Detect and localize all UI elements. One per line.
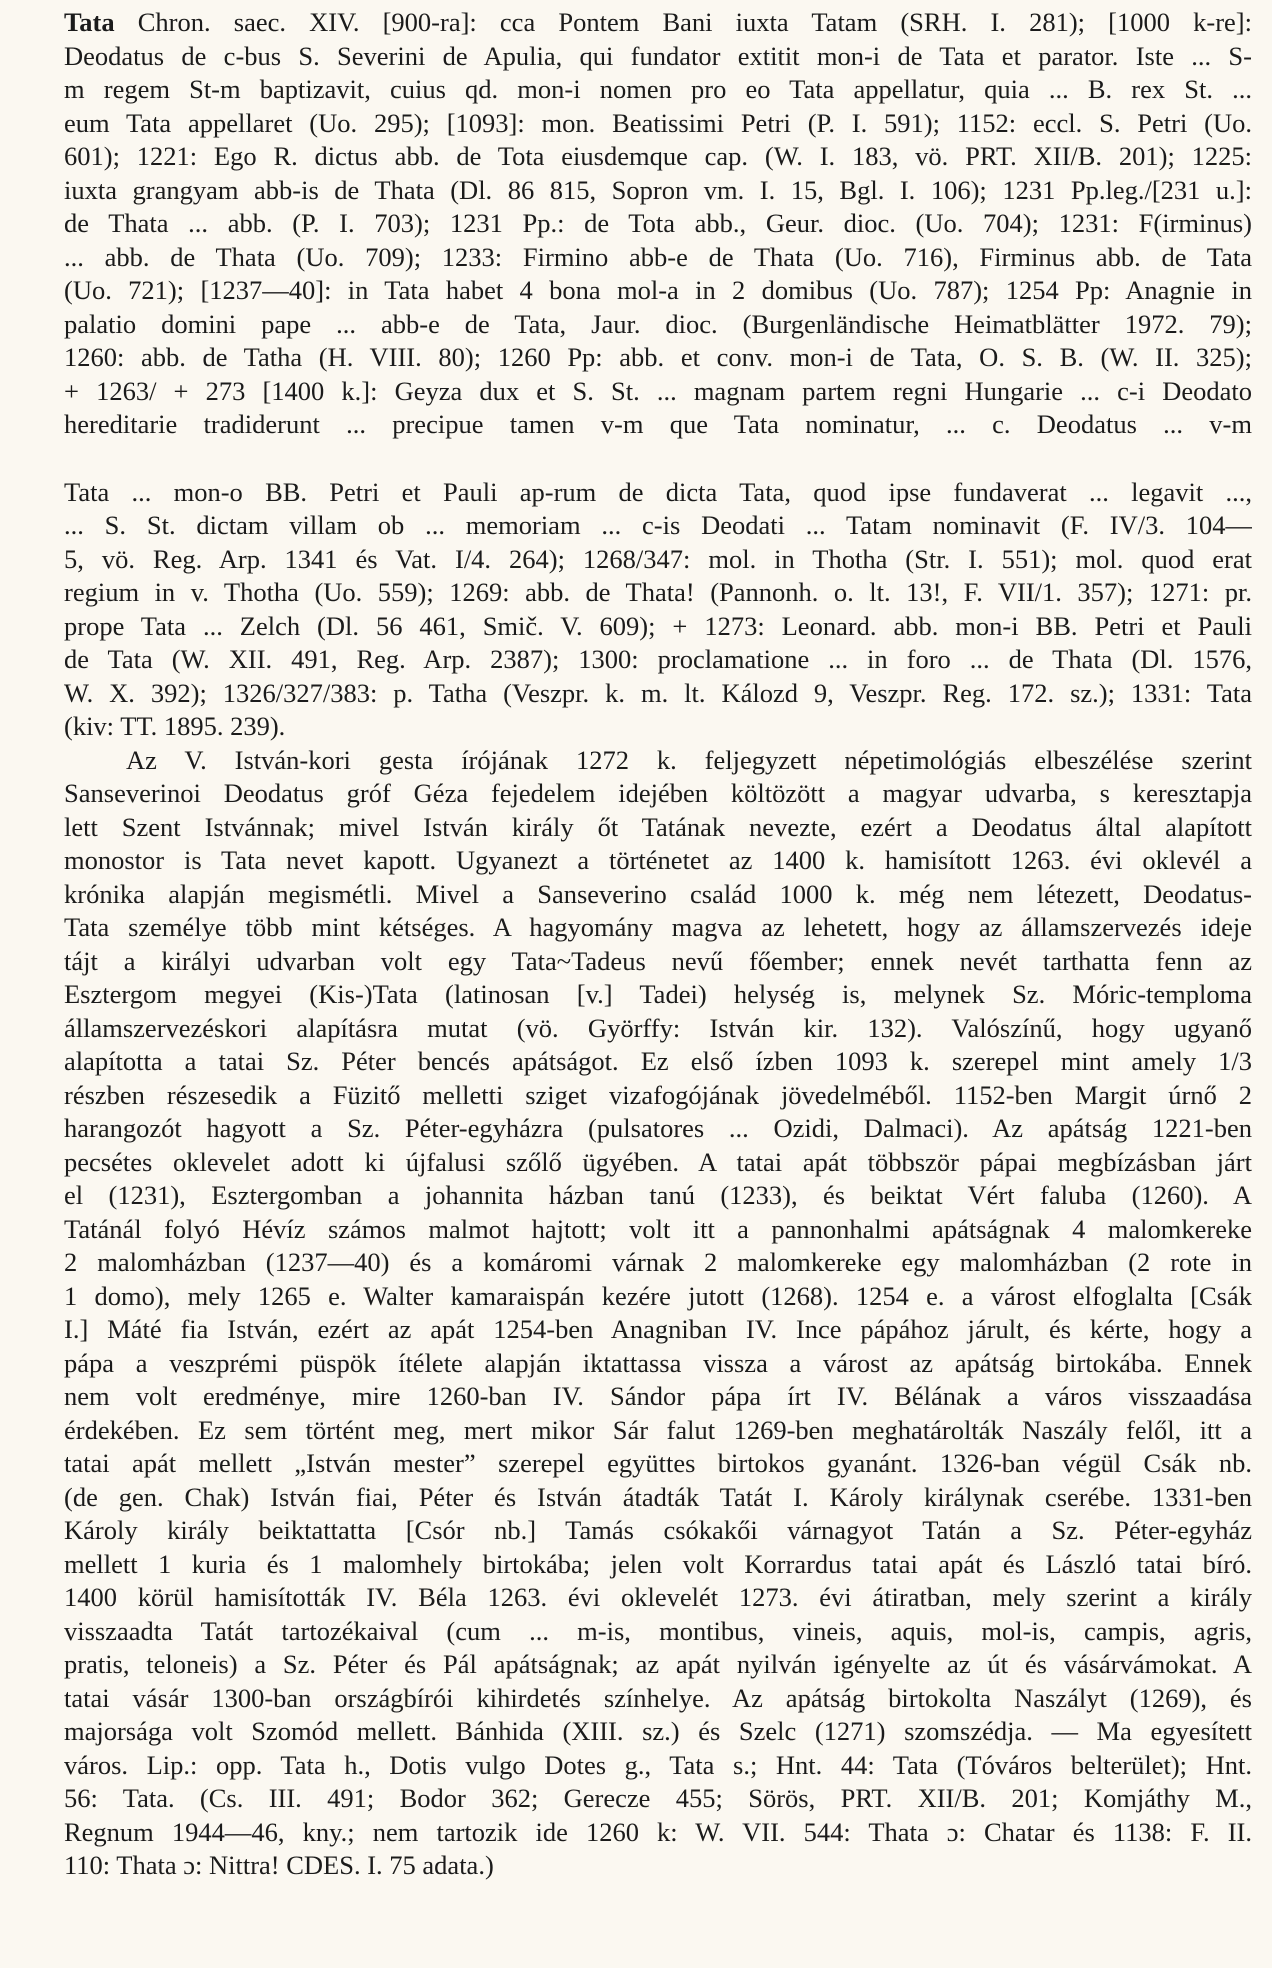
text-line: mellett 1 kuria és 1 malomhely birtokába; jelen volt Korrardus tatai apát és László tatai bíró. xyxy=(64,1548,1252,1579)
text-line: Regnum 1944—46, kny.; nem tartozik ide 1260 k: W. VII. 544: Thata ɔ: Chatar és 1138: F. II. xyxy=(64,1816,1252,1847)
text-line: prope Tata ... Zelch (Dl. 56 461, Smič. V. 609); + 1273: Leonard. abb. mon-i BB. Petri et Pauli xyxy=(64,610,1252,641)
text-line: tájt a királyi udvarban volt egy Tata~Tadeus nevű főember; ennek nevét tarthatta fenn az xyxy=(64,945,1252,976)
text-line: Az V. István-kori gesta írójának 1272 k. feljegyzett népetimológiás elbeszélése szerint xyxy=(126,744,1252,775)
entry-tata xyxy=(64,6,1252,1883)
text-line: tatai vásár 1300-ban országbírói kihirdetés színhelye. Az apátság birtokolta Naszályt (1269), és xyxy=(64,1682,1252,1713)
text-line: visszaadta Tatát tartozékaival (cum ... m-is, montibus, vineis, aquis, mol-is, campis, agris, xyxy=(64,1615,1252,1646)
text-line: majorsága volt Szomód mellett. Bánhida (XIII. sz.) és Szelc (1271) szomszédja. — Ma egyesített xyxy=(64,1716,1252,1746)
text-line: alapította a tatai Sz. Péter bencés apátságot. Ez első ízben 1093 k. szerepel mint amely 1/3 xyxy=(64,1046,1252,1076)
text-line: ... S. St. dictam villam ob ... memoriam ... c-is Deodati ... Tatam nominavit (F. IV/3. 104— xyxy=(64,510,1252,540)
text-line: Tata személye több mint kétséges. A hagyomány magva az lehetett, hogy az államszervezés ideje xyxy=(64,912,1252,942)
text-line: I.] Máté fia István, ezért az apát 1254-ben Anagniban IV. Ince pápához járult, és kérte, hogy a xyxy=(64,1314,1252,1344)
entry-sources xyxy=(64,6,1252,442)
text-line: 1 domo), mely 1265 e. Walter kamaraispán kezére jutott (1268). 1254 e. a várost elfoglalta [Csák xyxy=(64,1280,1252,1311)
text-line: krónika alapján megismétli. Mivel a Sanseverino család 1000 k. még nem létezett, Deodatus- xyxy=(64,878,1252,909)
column-break-gap xyxy=(64,442,1252,476)
text-line: 2 malomházban (1237—40) és a komáromi várnak 2 malomkereke egy malomházban (2 rote in xyxy=(64,1247,1252,1277)
text-line: + 1263/ + 273 [1400 k.]: Geyza dux et S. St. ... magnam partem regni Hungarie ... c-i Deodato xyxy=(64,375,1252,406)
text-line: Esztergom megyei (Kis-)Tata (latinosan [v.] Tadei) helység is, melynek Sz. Móric-temploma xyxy=(64,979,1252,1009)
headword: Tata xyxy=(64,7,115,37)
text-line: m regem St-m baptizavit, cuius qd. mon-i nomen pro eo Tata appellatur, quia ... B. rex St. ... xyxy=(64,74,1252,104)
text-line: W. X. 392); 1326/327/383: p. Tatha (Veszpr. k. m. lt. Kálozd 9, Veszpr. Reg. 172. sz.); 1331: Tata xyxy=(64,677,1252,708)
text-line: Deodatus de c-bus S. Severini de Apulia, qui fundator extitit mon-i de Tata et parator. Iste ... S- xyxy=(64,40,1252,71)
text-line: 5, vö. Reg. Arp. 1341 és Vat. I/4. 264); 1268/347: mol. in Thotha (Str. I. 551); mol. quod erat xyxy=(64,543,1252,574)
text-line: Tata ... mon-o BB. Petri et Pauli ap-rum de dicta Tata, quod ipse fundaverat ... legavit ..., xyxy=(64,476,1252,507)
text-line: de Thata ... abb. (P. I. 703); 1231 Pp.: de Tota abb., Geur. dioc. (Uo. 704); 1231: F(irminus) xyxy=(64,208,1252,238)
text-line: eum Tata appellaret (Uo. 295); [1093]: mon. Beatissimi Petri (P. I. 591); 1152: eccl. S. Petri (Uo. xyxy=(64,107,1252,138)
text-line: államszervezéskori alapításra mutat (vö. Györffy: István kir. 132). Valószínű, hogy ugyanő xyxy=(64,1012,1252,1043)
text-line: Tatánál folyó Hévíz számos malmot hajtott; volt itt a pannonhalmi apátságnak 4 malomkereke xyxy=(64,1213,1252,1244)
text-line: 601); 1221: Ego R. dictus abb. de Tota eiusdemque cap. (W. I. 183, vö. PRT. XII/B. 201); 1225: xyxy=(64,141,1252,171)
text-line: 1260: abb. de Tatha (H. VIII. 80); 1260 Pp: abb. et conv. mon-i de Tata, O. S. B. (W. II. 325); xyxy=(64,342,1252,372)
text-line: érdekében. Ez sem történt meg, mert mikor Sár falut 1269-ben meghatárolták Naszály felől, itt a xyxy=(64,1414,1252,1445)
text-line: nem volt eredménye, mire 1260-ban IV. Sándor pápa írt IV. Bélának a város visszaadása xyxy=(64,1381,1252,1411)
text-line: város. Lip.: opp. Tata h., Dotis vulgo Dotes g., Tata s.; Hnt. 44: Tata (Tóváros belterület); Hnt. xyxy=(64,1749,1252,1780)
text-line: (de gen. Chak) István fiai, Péter és István átadták Tatát I. Károly királynak cserébe. 1331-ben xyxy=(64,1481,1252,1512)
text-line: részben részesedik a Füzitő melletti sziget vizafogójának jövedelméből. 1152-ben Margit úrnő 2 xyxy=(64,1079,1252,1110)
entry-sources-continued xyxy=(64,476,1252,744)
text-line: Károly király beiktattatta [Csór nb.] Tamás csókakői várnagyot Tatán a Sz. Péter-egyház xyxy=(64,1515,1252,1545)
text-line: pecsétes oklevelet adott ki újfalusi szőlő ügyében. A tatai apát többször pápai megbízásban járt xyxy=(64,1146,1252,1177)
text-line: pratis, teloneis) a Sz. Péter és Pál apátságnak; az apát nyilván igényelte az út és vásárvámokat. A xyxy=(64,1649,1252,1679)
text-line: regium in v. Thotha (Uo. 559); 1269: abb. de Thata! (Pannonh. o. lt. 13!, F. VII/1. 357); 1271: pr. xyxy=(64,577,1252,607)
text-line: el (1231), Esztergomban a johannita házban tanú (1233), és beiktat Vért faluba (1260). A xyxy=(64,1180,1252,1210)
text-line: pápa a veszprémi püspök ítélete alapján iktattassa vissza a várost az apátság birtokába. Ennek xyxy=(64,1347,1252,1378)
text-line: de Tata (W. XII. 491, Reg. Arp. 2387); 1300: proclamatione ... in foro ... de Thata (Dl. 1576, xyxy=(64,644,1252,674)
entry-commentary xyxy=(64,744,1252,1883)
text-line: 110: Thata ɔ: Nittra! CDES. I. 75 adata.) xyxy=(64,1850,494,1880)
text-line: monostor is Tata nevet kapott. Ugyanezt a történetet az 1400 k. hamisított 1263. évi oklevél a xyxy=(64,845,1252,875)
text-line: iuxta grangyam abb-is de Thata (Dl. 86 815, Sopron vm. I. 15, Bgl. I. 106); 1231 Pp.leg./[231 u.]: xyxy=(64,174,1252,205)
text-line: tatai apát mellett „István mester” szerepel együttes birtokos gyanánt. 1326-ban végül Csák nb. xyxy=(64,1448,1252,1478)
text-line: palatio domini pape ... abb-e de Tata, Jaur. dioc. (Burgenländische Heimatblätter 1972. 79); xyxy=(64,308,1252,339)
text-line: Sanseverinoi Deodatus gróf Géza fejedelem idejében költözött a magyar udvarba, s keresztapja xyxy=(64,778,1252,808)
text-line: (kiv: TT. 1895. 239). xyxy=(64,711,286,741)
text-line: (Uo. 721); [1237—40]: in Tata habet 4 bona mol-a in 2 domibus (Uo. 787); 1254 Pp: Anagnie in xyxy=(64,275,1252,305)
text-line: Tata Chron. saec. XIV. [900-ra]: cca Pontem Bani iuxta Tatam (SRH. I. 281); [1000 k-re]: xyxy=(64,7,1252,37)
text-line: ... abb. de Thata (Uo. 709); 1233: Firmino abb-e de Thata (Uo. 716), Firminus abb. de Tata xyxy=(64,241,1252,272)
text-line: 1400 körül hamisították IV. Béla 1263. évi oklevelét 1273. évi átiratban, mely szerint a király xyxy=(64,1582,1252,1612)
text-line: harangozót hagyott a Sz. Péter-egyházra (pulsatores ... Ozidi, Dalmaci). Az apátság 1221-ben xyxy=(64,1113,1252,1143)
text-line: lett Szent Istvánnak; mivel István király őt Tatának nevezte, ezért a Deodatus által alapított xyxy=(64,811,1252,842)
text-line: hereditarie tradiderunt ... precipue tamen v-m que Tata nominatur, ... c. Deodatus ... v-m xyxy=(64,409,1252,439)
text-line: 56: Tata. (Cs. III. 491; Bodor 362; Gerecze 455; Sörös, PRT. XII/B. 201; Komjáthy M., xyxy=(64,1783,1252,1813)
